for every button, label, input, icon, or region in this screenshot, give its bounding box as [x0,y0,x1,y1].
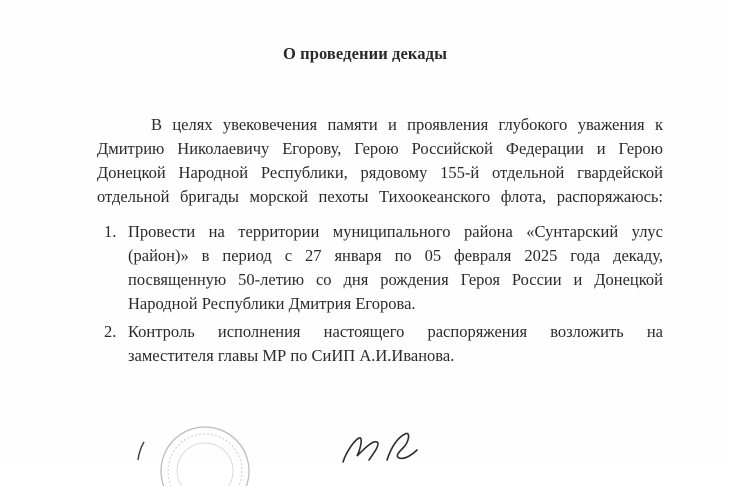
list-item-text [128,320,663,368]
list-item-line: заместителя главы МР по СиИП А.И.Иванова. [128,346,455,365]
list-item-line: Провести на территории муниципального района «Сунтарский улус [128,222,663,241]
pen-mark-icon [135,441,149,461]
intro-line: Дмитрию Николаевичу Егорову, Герою Российской Федерации и Герою [97,139,663,158]
list-item-line: посвященную 50-летию со дня рождения Героя России и Донецкой [128,270,663,289]
seal-stamp-icon [150,416,260,486]
intro-paragraph [97,113,663,209]
list-item-number: 2. [104,322,117,341]
intro-line: В целях увековечения памяти и проявления глубокого уважения к [151,115,663,134]
list-item-line: Народной Республики Дмитрия Егорова. [128,294,416,313]
list-item-text [128,220,663,316]
intro-line: отдельной бригады морской пехоты Тихоокеанского флота, распоряжаюсь: [97,187,663,206]
list-item-line: Контроль исполнения настоящего распоряжения возложить на [128,322,663,341]
list-item-number: 1. [104,222,117,241]
list-item-line: (район)» в период с 27 января по 05 февраля 2025 года декаду, [128,246,663,265]
signature-icon [325,420,435,465]
document-title: О проведении декады [282,44,448,63]
intro-line: Донецкой Народной Республики, рядовому 155-й отдельной гвардейской [97,163,663,182]
